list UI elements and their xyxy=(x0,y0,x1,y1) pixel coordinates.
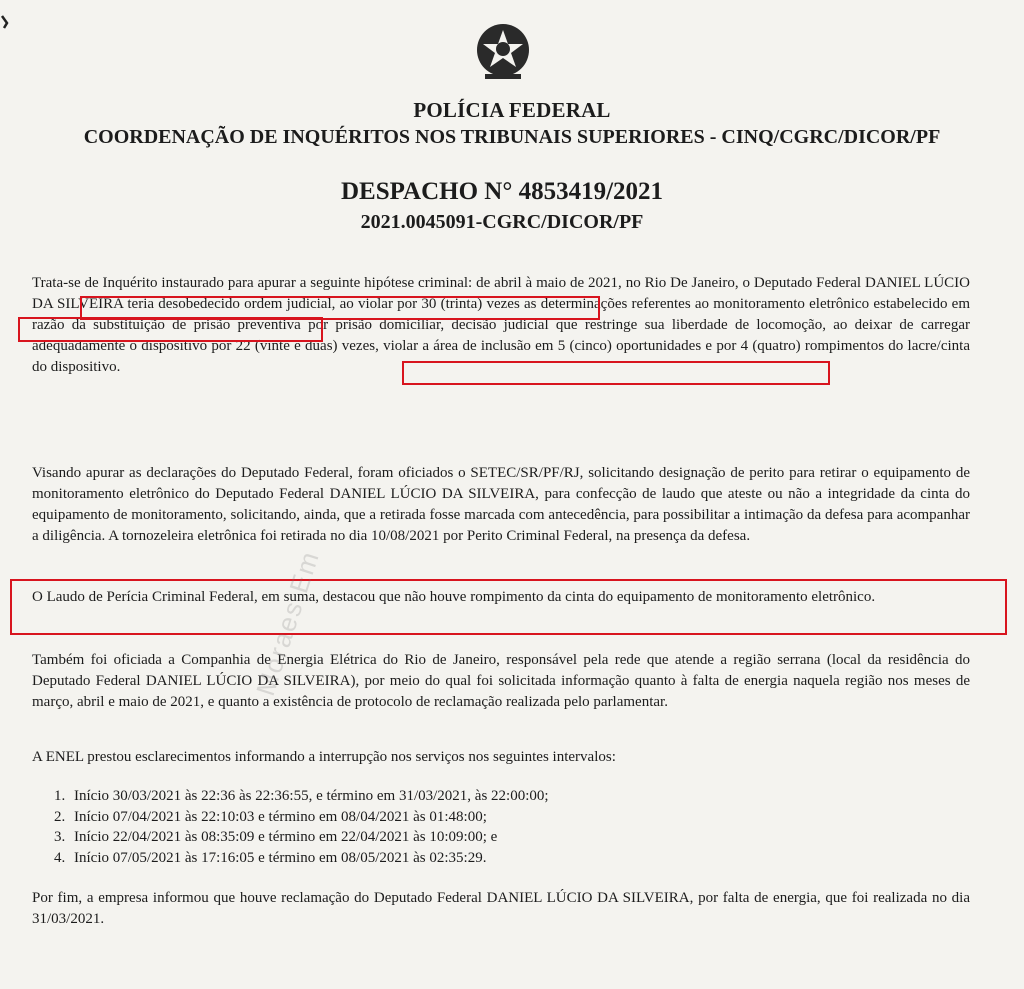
watermark: Moraes Em xyxy=(250,546,326,700)
paragraph-enel-intro: A ENEL prestou esclarecimentos informando a interrupção nos serviços nos seguintes intervalos: xyxy=(32,749,616,765)
list-item: 3. Início 22/04/2021 às 08:35:09 e término em 22/04/2021 às 10:09:00; e xyxy=(54,829,498,845)
department-title: COORDENAÇÃO DE INQUÉRITOS NOS TRIBUNAIS SUPERIORES - CINQ/CGRC/DICOR/PF xyxy=(83,126,941,148)
interruption-list xyxy=(54,786,754,868)
paragraph-inquiry: Trata-se de Inquérito instaurado para apurar a seguinte hipótese criminal: de abril à maio de 2021, no Rio De Janeiro, o Deputado Federal DANIEL LÚCIO DA SILVEIRA teria desobedecido ordem judicial, ao violar por 30 (trinta) vezes as determinações referentes ao monitoramento eletrônico estabelecido em razão da substituição de prisão preventiva por prisão domiciliar, decisão judicial que restringe sua liberdade de locomoção, ao deixar de carregar adequadamente o dispositivo por 22 (vinte e duas) vezes, violar a área de inclusão em 5 (cinco) oportunidades e por 4 (quatro) rompimentos do lacre/cinta do dispositivo. xyxy=(32,275,970,375)
highlight-box-ruptures xyxy=(402,361,830,385)
despacho-number: 2021.0045091-CGRC/DICOR/PF xyxy=(360,211,644,233)
org-title: POLÍCIA FEDERAL xyxy=(413,98,611,122)
highlight-box-expert-report xyxy=(10,579,1007,635)
coat-of-arms-icon xyxy=(471,20,535,84)
corner-mark xyxy=(0,14,10,30)
highlight-box-monitoring xyxy=(18,317,323,342)
paragraph-energy-company: Também foi oficiada a Companhia de Energia Elétrica do Rio de Janeiro, responsável pela rede que atende a região serrana (local da residência do Deputado Federal DANIEL LÚCIO DA SILVEIRA), por meio do qual foi solicitada informação quanto à falta de energia naquela região nos meses de março, abril e maio de 2021, e quanto a existência de protocolo de reclamação realizada pelo parlamentar. xyxy=(32,652,970,710)
paragraph-conclusion: Por fim, a empresa informou que houve reclamação do Deputado Federal DANIEL LÚCIO DA SILVEIRA, por falta de energia, que foi realizada no dia 31/03/2021. xyxy=(32,890,970,927)
paragraph-expert-report: O Laudo de Perícia Criminal Federal, em suma, destacou que não houve rompimento da cinta do equipamento de monitoramento eletrônico. xyxy=(32,589,876,605)
despacho-title: DESPACHO N° 4853419/2021 xyxy=(340,178,664,205)
list-item: 2. Início 07/04/2021 às 22:10:03 e término em 08/04/2021 às 01:48:00; xyxy=(54,808,487,825)
list-item: 1. Início 30/03/2021 às 22:36 às 22:36:55, e término em 31/03/2021, às 22:00:00; xyxy=(54,788,549,804)
list-item: 4. Início 07/05/2021 às 17:16:05 e término em 08/05/2021 às 02:35:29. xyxy=(54,849,487,866)
paragraph-investigation: Visando apurar as declarações do Deputado Federal, foram oficiados o SETEC/SR/PF/RJ, solicitando designação de perito para retirar o equipamento de monitoramento eletrônico do Deputado Federal DANIEL LÚCIO DA SILVEIRA, para confecção de laudo que ateste ou não a integridade da cinta do equipamento de monitoramento, solicitando, ainda, que a retirada fosse marcada com antecedência, para possibilitar a intimação da defesa para acompanhar a diligência. A tornozeleira eletrônica foi retirada no dia 10/08/2021 por Perito Criminal Federal, na presença da defesa. xyxy=(32,465,970,544)
